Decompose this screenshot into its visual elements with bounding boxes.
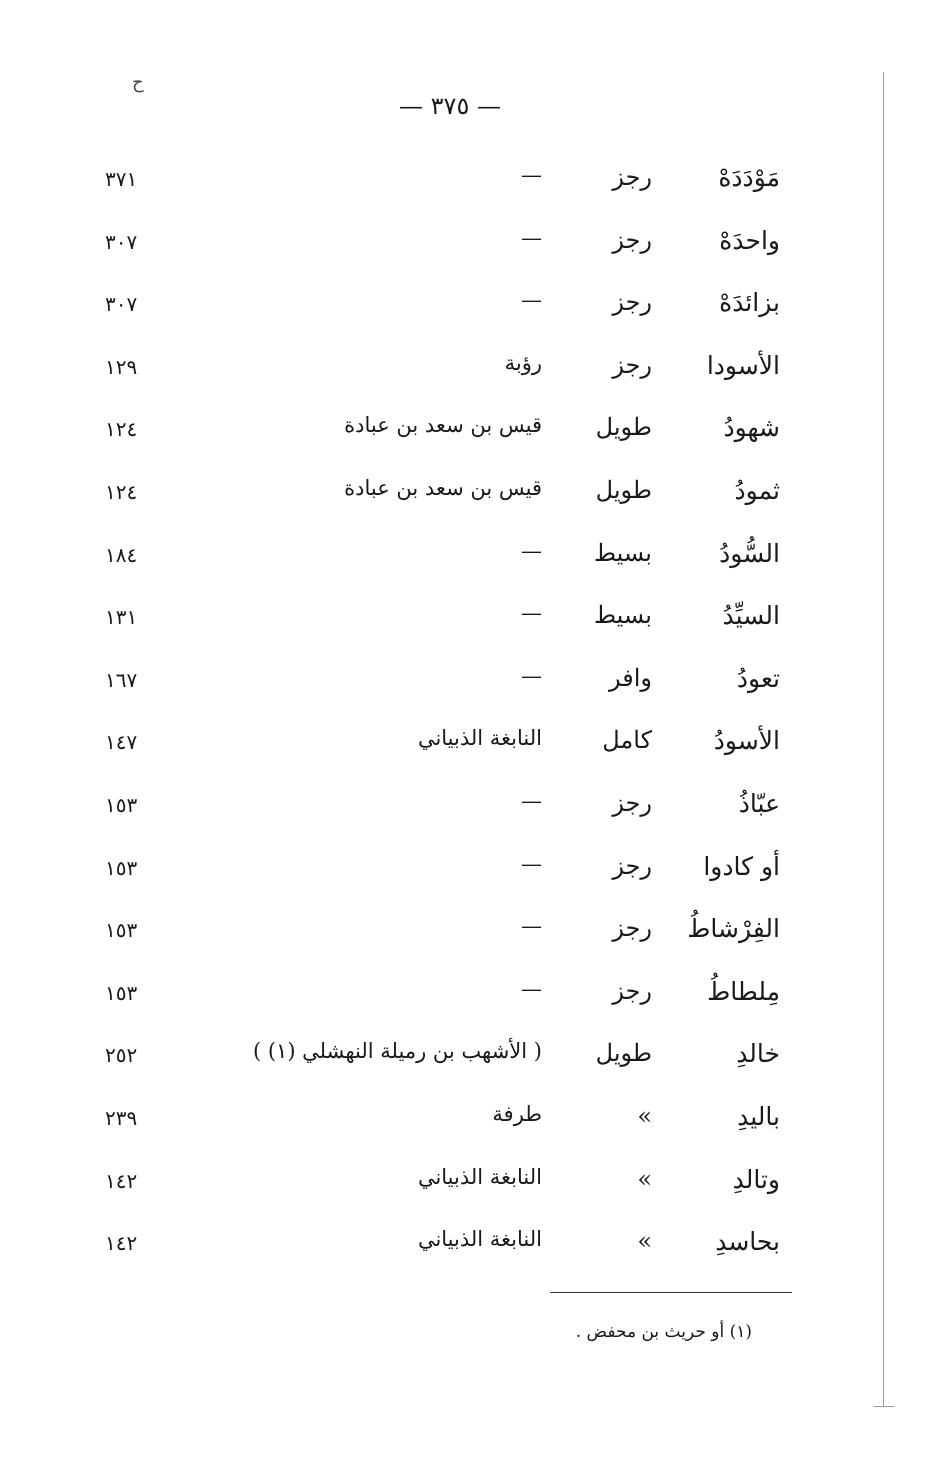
index-row [0,906,940,969]
poet-name: النابغة الذبياني [417,1164,542,1189]
meter-name: بسيط [593,538,652,567]
poet-name: — [521,538,542,563]
rhyme-word: شهودُ [723,413,780,443]
page-reference: ١٥٣ [105,792,138,817]
meter-name: » [637,1227,652,1256]
rhyme-word: بحاسدِ [715,1227,780,1257]
rhyme-word: السُّودُ [719,538,780,568]
poet-name: — [521,225,542,250]
index-row [0,781,940,844]
rhyme-word: خالدِ [736,1039,780,1069]
page-reference: ١٨٤ [105,542,138,567]
meter-name: رجز [612,225,652,254]
index-row [0,531,940,594]
page-reference: ٣٠٧ [105,229,138,254]
page-reference: ١٥٣ [105,855,138,880]
meter-name: وافر [609,663,652,692]
index-row [0,1157,940,1220]
corner-mark: ح [132,72,144,93]
meter-name: بسيط [593,601,652,630]
index-row [0,155,940,218]
index-row [0,969,940,1032]
meter-name: رجز [612,288,652,317]
meter-name: طويل [595,475,652,504]
meter-name: » [637,1101,652,1130]
poet-name: قيس بن سعد بن عبادة [344,413,542,438]
rhyme-word: السيِّدُ [722,601,780,631]
meter-name: رجز [612,914,652,943]
rhyme-word: الفِرْشاطُ [687,914,780,944]
footnote: (١) أو حريث بن محفض . [575,1322,752,1342]
page-reference: ٣٧١ [105,167,138,191]
footnote-rule [550,1292,792,1293]
meter-name: رجز [612,350,652,379]
page-number: — ٣٧٥ — [399,92,501,120]
poet-name: ( الأشهب بن رميلة النهشلي (١) ) [252,1039,542,1064]
rhyme-word: واحدَهْ [719,225,780,255]
index-row [0,844,940,907]
meter-name: طويل [595,1039,652,1068]
index-row [0,280,940,343]
page-reference: ١٢٤ [105,479,138,504]
rhyme-word: وتالدِ [732,1164,780,1194]
index-row [0,593,940,656]
index-row [0,218,940,281]
page-reference: ١٥٣ [105,918,138,943]
poet-name: قيس بن سعد بن عبادة [344,475,542,500]
meter-name: رجز [612,851,652,880]
index-row [0,343,940,406]
page-reference: ١٢٤ [105,417,138,442]
rhyme-word: عبّاذُ [738,788,780,818]
rhyme-index-table [0,155,940,1282]
poet-name: — [521,914,542,939]
rhyme-word: الأسودا [706,350,780,380]
meter-name: رجز [612,976,652,1005]
page-reference: ٢٥٢ [105,1043,138,1068]
poet-name: رؤبة [504,350,542,375]
page-reference: ٢٣٩ [105,1105,138,1130]
index-row [0,656,940,719]
meter-name: » [637,1164,652,1193]
poet-name: — [521,976,542,1001]
page-reference: ١٦٧ [105,667,138,692]
rhyme-word: بزائدَهْ [719,288,780,318]
index-row [0,468,940,531]
poet-name: — [521,788,542,813]
poet-name: — [521,601,542,626]
page-reference: ١٤٧ [105,730,138,755]
page-reference: ١٣١ [105,605,138,630]
page-reference: ١٥٣ [105,980,138,1005]
meter-name: رجز [612,788,652,817]
poet-name: النابغة الذبياني [417,1227,542,1252]
poet-name: طرفة [492,1101,542,1126]
index-row [0,1219,940,1282]
rhyme-word: تعودُ [736,663,780,693]
rhyme-word: الأسودُ [713,726,780,756]
poet-name: النابغة الذبياني [417,726,542,751]
index-row [0,718,940,781]
page-reference: ١٤٢ [105,1231,138,1256]
margin-tick [874,1406,894,1407]
rhyme-word: ثمودُ [734,475,780,505]
poet-name: — [521,663,542,688]
index-row [0,1094,940,1157]
rhyme-word: أو كادوا [703,851,780,881]
rhyme-word: باليدِ [737,1101,780,1131]
index-row [0,1031,940,1094]
meter-name: رجز [612,163,652,191]
page-reference: ١٤٢ [105,1168,138,1193]
page-reference: ٣٠٧ [105,292,138,317]
poet-name: — [521,851,542,876]
rhyme-word: مِلطاطُ [707,976,780,1006]
page-reference: ١٢٩ [105,354,138,379]
poet-name: — [521,288,542,313]
rhyme-word: مَوْدَدَهْ [718,163,780,192]
index-row [0,405,940,468]
meter-name: كامل [602,726,652,755]
meter-name: طويل [595,413,652,442]
poet-name: — [521,163,542,187]
